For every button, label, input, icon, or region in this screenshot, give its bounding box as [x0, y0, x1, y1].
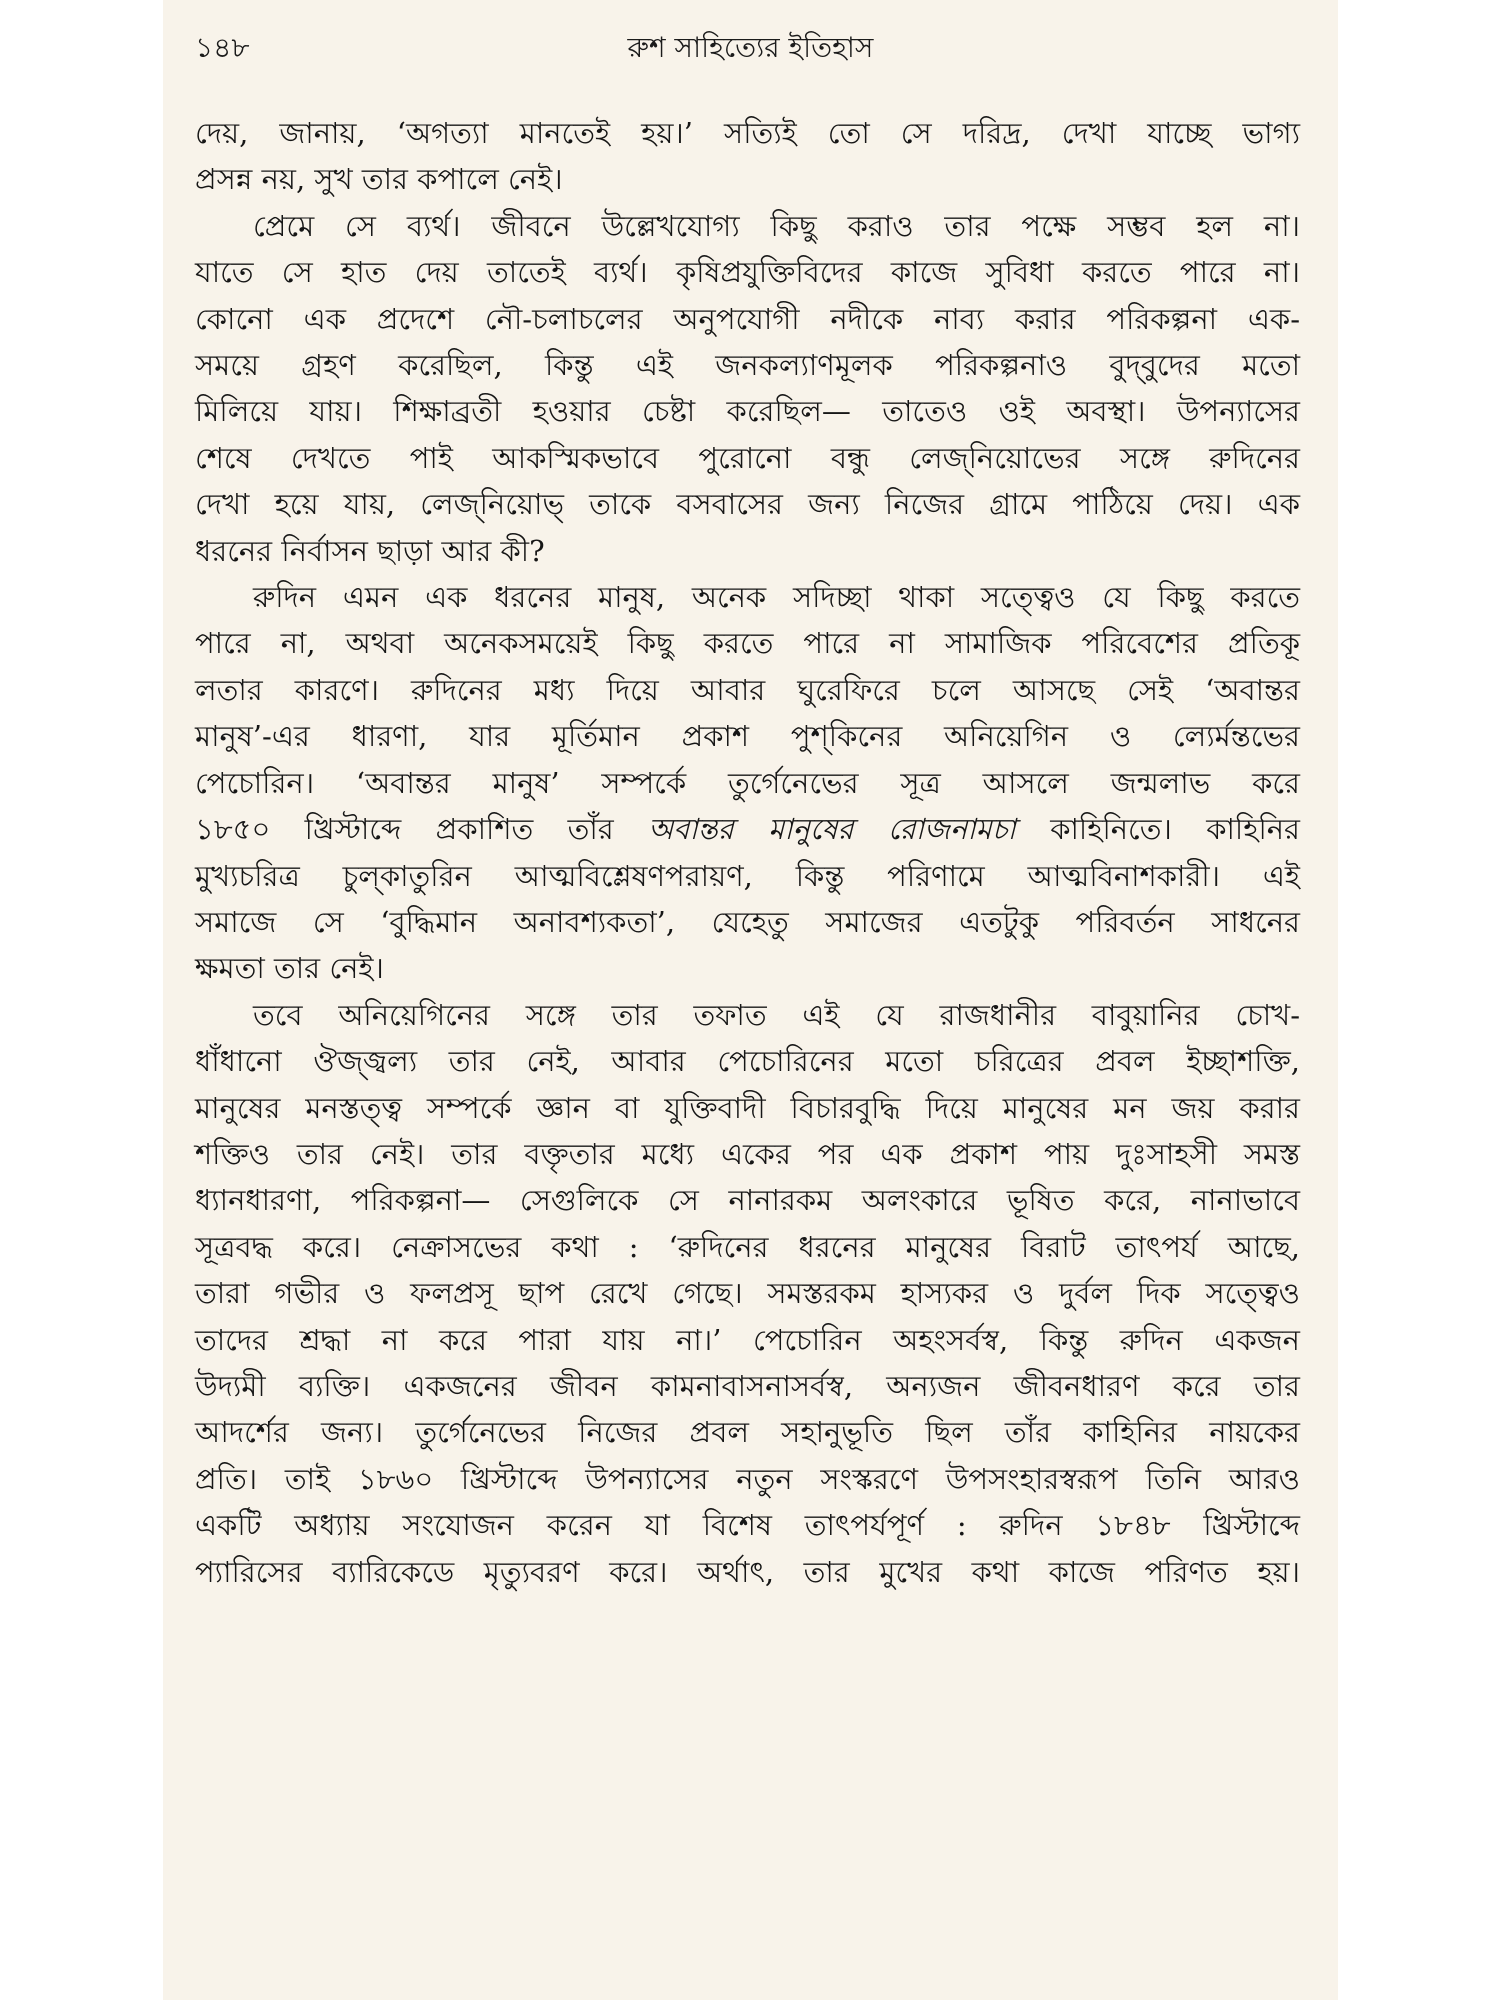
paragraph-4-line-13: প্যারিসের ব্যারিকেডে মৃত্যুবরণ করে। অর্থাৎ, তার মুখের কথা কাজে পরিণত হয়। [195, 1554, 1300, 1589]
paragraph-2-line-1: প্রেমে সে ব্যর্থ। জীবনে উল্লেখযোগ্য কিছু করাও তার পক্ষে সম্ভব হল না। [253, 208, 1300, 243]
page-number: ১৪৮ [195, 31, 250, 64]
paragraph-4-line-1: তবে অনিয়েগিনের সঙ্গে তার তফাত এই যে রাজধানীর বাবুয়ানির চোখ- [253, 997, 1300, 1032]
paragraph-3-line-4: মানুষ’-এর ধারণা, যার মূর্তিমান প্রকাশ পুশ্‌কিনের অনিয়েগিন ও ল্যের্মন্তভের [195, 719, 1300, 754]
paragraph-2-line-4: সময়ে গ্রহণ করেছিল, কিন্তু এই জনকল্যাণমূলক পরিকল্পনাও বুদ্‌বুদের মতো [195, 348, 1300, 383]
book-page [163, 0, 1338, 2000]
paragraph-4-line-9: উদ্যমী ব্যক্তি। একজনের জীবন কামনাবাসনাসর্বস্ব, অন্যজন জীবনধারণ করে তার [195, 1368, 1300, 1403]
paragraph-3-line-8: সমাজে সে ‘বুদ্ধিমান অনাবশ্যকতা’, যেহেতু সমাজের এতটুকু পরিবর্তন সাধনের [195, 904, 1300, 939]
paragraph-2-line-3: কোনো এক প্রদেশে নৌ-চলাচলের অনুপযোগী নদীকে নাব্য করার পরিকল্পনা এক- [195, 301, 1300, 336]
book-title: অবান্তর মানুষের রোজনামচা [648, 812, 1016, 847]
paragraph-4-line-8: তাদের শ্রদ্ধা না করে পারা যায় না।’ পেচোরিন অহংসর্বস্ব, কিন্তু রুদিন একজন [195, 1322, 1300, 1357]
paragraph-3-line-2: পারে না, অথবা অনেকসময়েই কিছু করতে পারে না সামাজিক পরিবেশের প্রতিকূ [195, 626, 1300, 661]
paragraph-4-line-2: ধাঁধানো ঔজ্জ্বল্য তার নেই, আবার পেচোরিনের মতো চরিত্রের প্রবল ইচ্ছাশক্তি, [195, 1044, 1300, 1079]
paragraph-1-line-1: দেয়, জানায়, ‘অগত্যা মানতেই হয়।’ সত্যিই তো সে দরিদ্র, দেখা যাচ্ছে ভাগ্য [195, 116, 1300, 150]
paragraph-2-line-8: ধরনের নির্বাসন ছাড়া আর কী? [195, 533, 545, 568]
paragraph-3-line-1: রুদিন এমন এক ধরনের মানুষ, অনেক সদিচ্ছা থাকা সত্ত্বেও যে কিছু করতে [253, 580, 1300, 615]
paragraph-3-line-3: লতার কারণে। রুদিনের মধ্য দিয়ে আবার ঘুরেফিরে চলে আসছে সেই ‘অবান্তর [195, 672, 1300, 707]
paragraph-2-line-2: যাতে সে হাত দেয় তাতেই ব্যর্থ। কৃষিপ্রযুক্তিবিদের কাজে সুবিধা করতে পারে না। [195, 255, 1300, 290]
paragraph-3-line-7: মুখ্যচরিত্র চুল্‌কাতুরিন আত্মবিশ্লেষণপরায়ণ, কিন্তু পরিণামে আত্মবিনাশকারী। এই [195, 858, 1300, 893]
paragraph-4-line-3: মানুষের মনস্তত্ত্ব সম্পর্কে জ্ঞান বা যুক্তিবাদী বিচারবুদ্ধি দিয়ে মানুষের মন জয় করার [195, 1090, 1300, 1125]
paragraph-3-line-6: ১৮৫০ খ্রিস্টাব্দে প্রকাশিত তাঁর অবান্তর মানুষের রোজনামচা কাহিনিতে। কাহিনির [195, 812, 1300, 847]
page-header [195, 26, 1306, 66]
paragraph-4-line-5: ধ্যানধারণা, পরিকল্পনা— সেগুলিকে সে নানারকম অলংকারে ভূষিত করে, নানাভাবে [195, 1183, 1300, 1218]
running-title: রুশ সাহিত্যের ইতিহাস [627, 31, 874, 64]
paragraph-4-line-12: একটি অধ্যায় সংযোজন করেন যা বিশেষ তাৎপর্যপূর্ণ : রুদিন ১৮৪৮ খ্রিস্টাব্দে [195, 1508, 1300, 1543]
paragraph-2-line-6: শেষে দেখতে পাই আকস্মিকভাবে পুরোনো বন্ধু লেজ্‌নিয়োভের সঙ্গে রুদিনের [195, 440, 1300, 475]
paragraph-2-line-5: মিলিয়ে যায়। শিক্ষাব্রতী হওয়ার চেষ্টা করেছিল— তাতেও ওই অবস্থা। উপন্যাসের [195, 394, 1300, 429]
paragraph-2-line-7: দেখা হয়ে যায়, লেজ্‌নিয়োভ্ তাকে বসবাসের জন্য নিজের গ্রামে পাঠিয়ে দেয়। এক [195, 487, 1300, 522]
paragraph-3-line-9: ক্ষমতা তার নেই। [195, 951, 384, 986]
paragraph-4-line-11: প্রতি। তাই ১৮৬০ খ্রিস্টাব্দে উপন্যাসের নতুন সংস্করণে উপসংহারস্বরূপ তিনি আরও [195, 1461, 1300, 1496]
paragraph-1-line-2: প্রসন্ন নয়, সুখ তার কপালে নেই। [195, 162, 563, 197]
paragraph-4-line-7: তারা গভীর ও ফলপ্রসূ ছাপ রেখে গেছে। সমস্তরকম হাস্যকর ও দুর্বল দিক সত্ত্বেও [195, 1276, 1300, 1311]
paragraph-3-line-5: পেচোরিন। ‘অবান্তর মানুষ’ সম্পর্কে তুর্গেনেভের সূত্র আসলে জন্মলাভ করে [195, 765, 1300, 800]
body-text [195, 110, 1300, 1595]
paragraph-4-line-4: শক্তিও তার নেই। তার বক্তৃতার মধ্যে একের পর এক প্রকাশ পায় দুঃসাহসী সমস্ত [195, 1136, 1300, 1171]
paragraph-4-line-6: সূত্রবদ্ধ করে। নেক্রাসভের কথা : ‘রুদিনের ধরনের মানুষের বিরাট তাৎপর্য আছে, [195, 1229, 1300, 1264]
paragraph-4-line-10: আদর্শের জন্য। তুর্গেনেভের নিজের প্রবল সহানুভূতি ছিল তাঁর কাহিনির নায়কের [195, 1415, 1300, 1450]
